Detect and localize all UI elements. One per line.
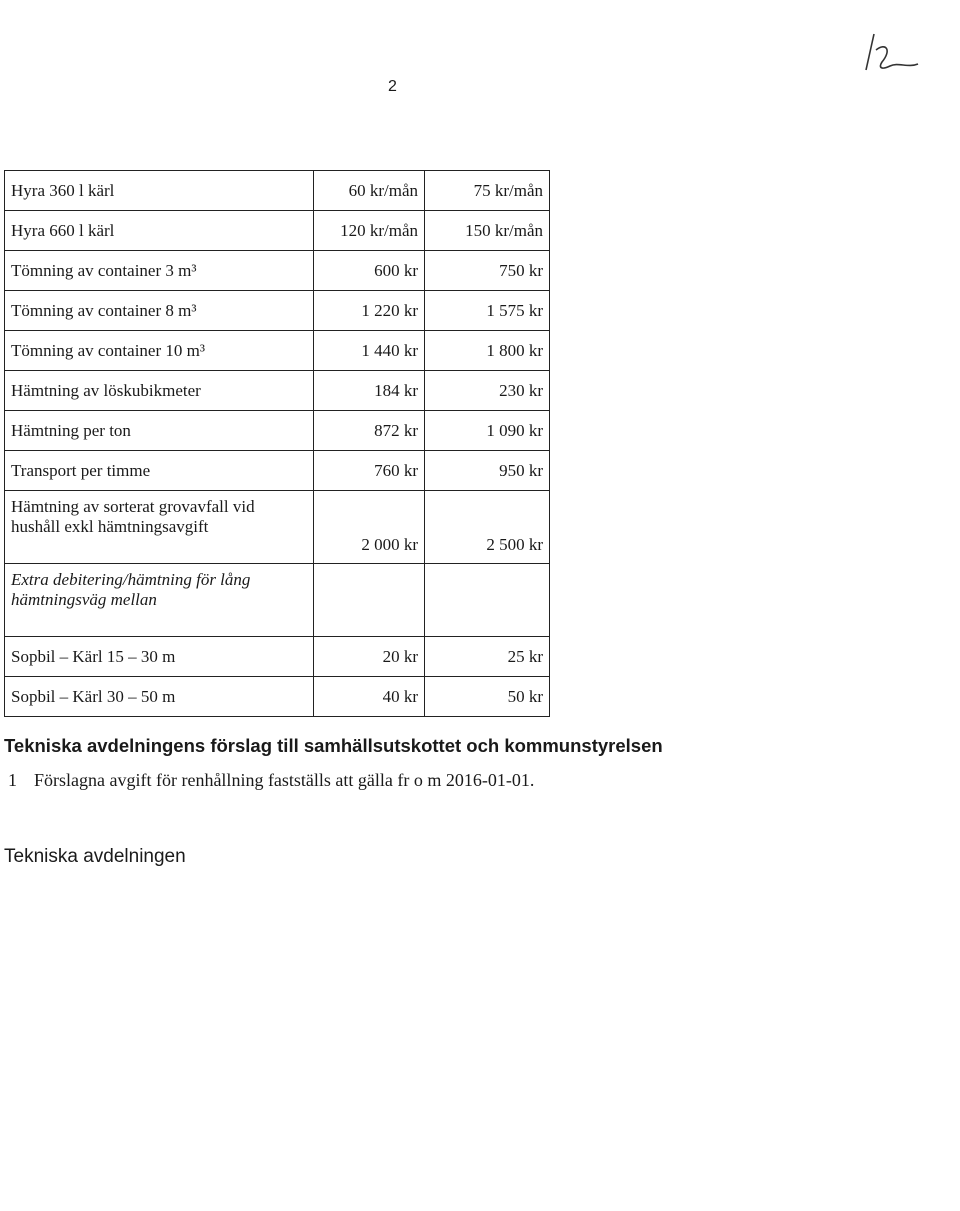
table-row (5, 564, 550, 637)
current-fee: 2 000 kr (314, 491, 425, 564)
current-fee (314, 564, 425, 637)
table-row (5, 411, 550, 451)
current-fee: 872 kr (314, 411, 425, 451)
fee-description-line: Extra debitering/hämtning för lång (11, 570, 251, 589)
current-fee: 600 kr (314, 251, 425, 291)
signature: Tekniska avdelningen (4, 846, 186, 867)
table-row (5, 677, 550, 717)
page-number: 2 (388, 78, 397, 95)
fee-description: Transport per timme (5, 451, 314, 491)
table-row (5, 371, 550, 411)
table-row (5, 451, 550, 491)
proposed-fee: 950 kr (425, 451, 550, 491)
proposed-fee: 50 kr (425, 677, 550, 717)
handwritten-page-mark (852, 28, 922, 78)
current-fee: 120 kr/mån (314, 211, 425, 251)
fee-description-line: hushåll exkl hämtningsavgift (11, 517, 209, 536)
current-fee: 1 220 kr (314, 291, 425, 331)
table-row (5, 251, 550, 291)
proposed-fee: 25 kr (425, 637, 550, 677)
fee-description: Sopbil – Kärl 15 – 30 m (5, 637, 314, 677)
proposed-fee: 150 kr/mån (425, 211, 550, 251)
decision-number: 1 (8, 770, 17, 790)
fee-description: Sopbil – Kärl 30 – 50 m (5, 677, 314, 717)
fee-description: Tömning av container 3 m³ (5, 251, 314, 291)
fee-description (5, 491, 314, 564)
proposed-fee: 75 kr/mån (425, 171, 550, 211)
current-fee: 760 kr (314, 451, 425, 491)
proposed-fee: 230 kr (425, 371, 550, 411)
fee-description: Hyra 660 l kärl (5, 211, 314, 251)
current-fee: 1 440 kr (314, 331, 425, 371)
table-row (5, 211, 550, 251)
fee-description: Hämtning av löskubikmeter (5, 371, 314, 411)
proposal-heading: Tekniska avdelningens förslag till samhällsutskottet och kommunstyrelsen (4, 735, 663, 756)
current-fee: 40 kr (314, 677, 425, 717)
proposed-fee: 1 575 kr (425, 291, 550, 331)
fee-table (4, 170, 550, 717)
proposed-fee: 1 090 kr (425, 411, 550, 451)
fee-description: Hämtning per ton (5, 411, 314, 451)
table-row (5, 331, 550, 371)
fee-description-line: hämtningsväg mellan (11, 590, 157, 609)
current-fee: 60 kr/mån (314, 171, 425, 211)
fee-description (5, 564, 314, 637)
proposed-fee: 1 800 kr (425, 331, 550, 371)
table-row (5, 291, 550, 331)
table-row (5, 171, 550, 211)
proposed-fee: 2 500 kr (425, 491, 550, 564)
decision-item (8, 770, 534, 791)
proposed-fee (425, 564, 550, 637)
table-row (5, 491, 550, 564)
fee-description: Hyra 360 l kärl (5, 171, 314, 211)
current-fee: 20 kr (314, 637, 425, 677)
fee-description: Tömning av container 10 m³ (5, 331, 314, 371)
fee-description-line: Hämtning av sorterat grovavfall vid (11, 497, 255, 516)
current-fee: 184 kr (314, 371, 425, 411)
table-row (5, 637, 550, 677)
fee-description: Tömning av container 8 m³ (5, 291, 314, 331)
decision-text: Förslagna avgift för renhållning fastställs att gälla fr o m 2016-01-01. (34, 770, 535, 790)
proposed-fee: 750 kr (425, 251, 550, 291)
